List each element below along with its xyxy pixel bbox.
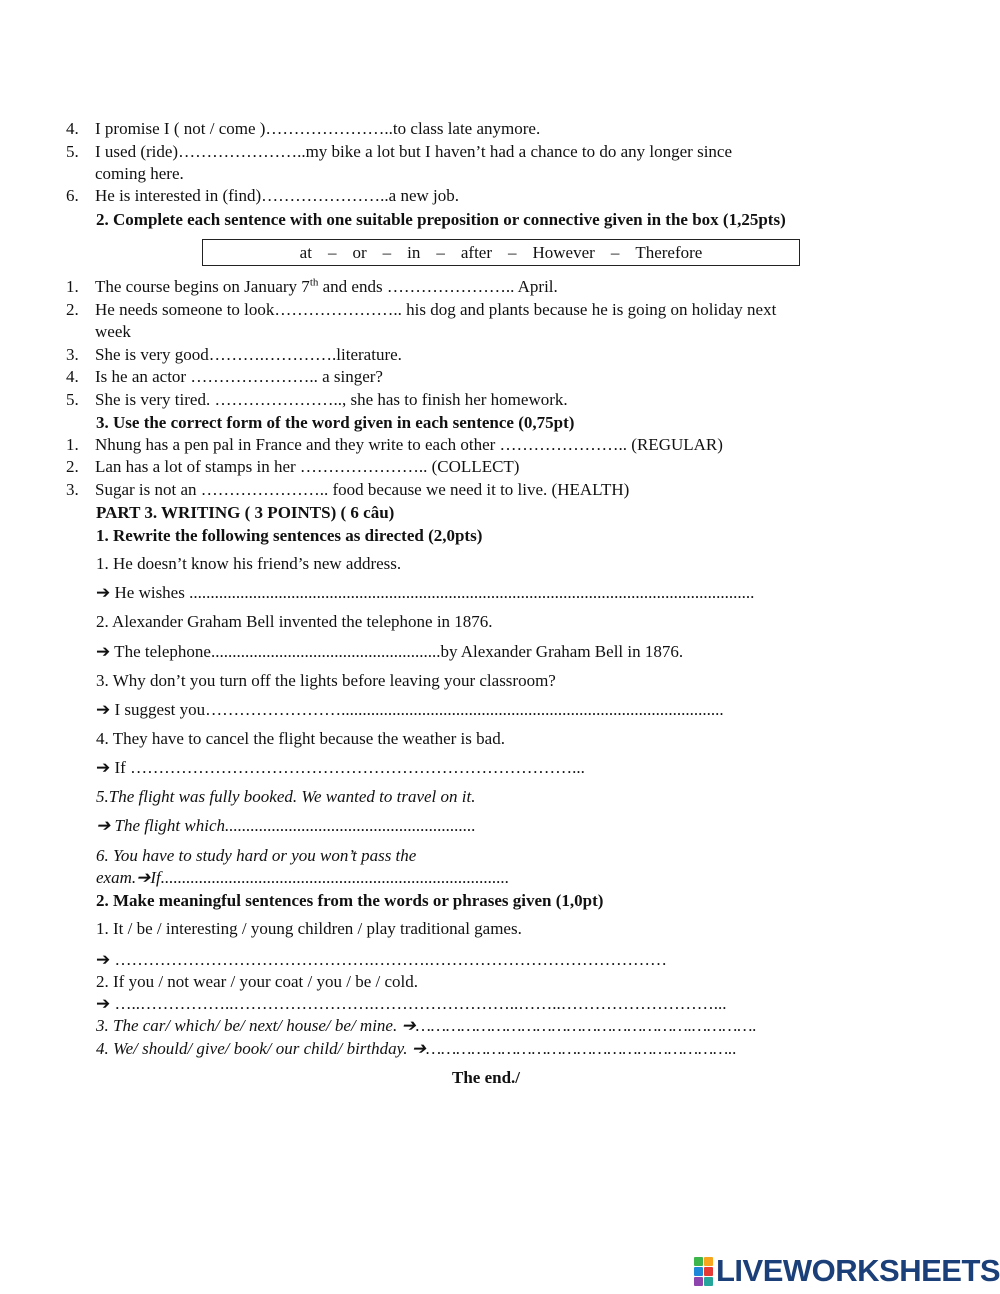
- answer-line: ➔ The flight which...........................................................: [96, 816, 476, 835]
- item-number: 4.: [66, 119, 79, 138]
- exercise-sentence: Lan has a lot of stamps in her ………………….. (COLLECT): [95, 457, 520, 476]
- item-number: 1.: [66, 435, 79, 454]
- exercise-sentence: He is interested in (find)…………………..a new job.: [95, 186, 460, 205]
- liveworksheets-logo: [694, 1253, 1000, 1288]
- exercise-sentence: [95, 276, 558, 298]
- exercise-sentence-continued: coming here.: [95, 164, 184, 183]
- answer-line: exam.➔If..................................................................................: [96, 868, 510, 887]
- logo-tile: [694, 1267, 703, 1276]
- rewrite-question: 1. He doesn’t know his friend’s new address.: [96, 554, 402, 573]
- box-word: at: [299, 243, 312, 262]
- answer-line: ➔ If ……………………………………………………………………...: [96, 758, 585, 777]
- sentence-start: The course begins on January 7: [95, 277, 310, 296]
- section-heading: 2. Complete each sentence with one suitable preposition or connective given in the box (1,25pts): [96, 210, 786, 229]
- end-text: The end./: [452, 1068, 521, 1087]
- sentence-end: and ends ………………….. April.: [318, 277, 558, 296]
- logo-tile: [694, 1257, 703, 1266]
- box-separator: –: [610, 243, 620, 262]
- box-separator: –: [508, 243, 517, 262]
- part-heading: PART 3. WRITING ( 3 POINTS) ( 6 câu): [96, 503, 395, 522]
- exercise-sentence: I used (ride)…………………..my bike a lot but I haven’t had a chance to do any longer since: [95, 142, 733, 161]
- meaningful-prompt: 3. The car/ which/ be/ next/ house/ be/ mine. ➔……………………………………………….………….: [96, 1016, 757, 1035]
- box-separator: –: [436, 243, 445, 262]
- item-number: 1.: [66, 277, 79, 296]
- exercise-sentence: He needs someone to look………………….. his dog and plants because he is going on holiday next: [95, 300, 777, 319]
- box-word: However: [532, 243, 595, 262]
- logo-tile: [704, 1257, 713, 1266]
- answer-line: ➔ I suggest you……………………..........................................................................................: [96, 700, 724, 719]
- box-separator: –: [382, 243, 392, 262]
- item-number: 5.: [66, 390, 79, 409]
- box-word: Therefore: [635, 243, 703, 262]
- exercise-sentence: Nhung has a pen pal in France and they write to each other ………………….. (REGULAR): [95, 435, 723, 454]
- meaningful-prompt: 1. It / be / interesting / young children / play traditional games.: [96, 919, 522, 938]
- word-box: [202, 239, 800, 266]
- logo-tile: [704, 1277, 713, 1286]
- item-number: 2.: [66, 457, 79, 476]
- logo-text: LIVEWORKSHEETS: [716, 1253, 1000, 1288]
- item-number: 4.: [66, 367, 79, 386]
- rewrite-question: 3. Why don’t you turn off the lights before leaving your classroom?: [96, 671, 556, 690]
- logo-tile: [704, 1267, 713, 1276]
- rewrite-question: 6. You have to study hard or you won’t pass the: [96, 846, 417, 865]
- answer-line: ➔ The telephone......................................................by Alexander Graham Bell in 1876.: [96, 642, 684, 661]
- section-heading: 1. Rewrite the following sentences as directed (2,0pts): [96, 526, 483, 545]
- logo-tile: [694, 1277, 703, 1286]
- rewrite-question: 5.The flight was fully booked. We wanted to travel on it.: [96, 787, 476, 806]
- item-number: 5.: [66, 142, 79, 161]
- item-number: 3.: [66, 345, 79, 364]
- meaningful-prompt: 2. If you / not wear / your coat / you / be / cold.: [96, 972, 418, 991]
- box-separator: –: [327, 243, 337, 262]
- exercise-sentence: Is he an actor ………………….. a singer?: [95, 367, 383, 386]
- exercise-sentence-continued: week: [95, 322, 131, 341]
- answer-line: ➔ …..……………..…………………….……………………..……..………………………...: [96, 994, 727, 1013]
- box-word: after: [460, 243, 492, 262]
- item-number: 3.: [66, 480, 79, 499]
- exercise-sentence: She is very tired. ………………….., she has to finish her homework.: [95, 390, 568, 409]
- section-heading: 3. Use the correct form of the word given in each sentence (0,75pt): [96, 413, 575, 432]
- ordinal-suffix: th: [309, 276, 319, 289]
- answer-line: ➔ ……………………………………….……….……………………………………: [96, 950, 667, 969]
- logo-tiles-icon: [694, 1257, 713, 1286]
- exercise-sentence: She is very good……….………….literature.: [95, 345, 402, 364]
- item-number: 6.: [66, 186, 79, 205]
- section-heading: 2. Make meaningful sentences from the words or phrases given (1,0pt): [96, 891, 604, 910]
- answer-line: ➔ He wishes .....................................................................................................................................: [96, 583, 755, 602]
- exercise-sentence: Sugar is not an ………………….. food because we need it to live. (HEALTH): [95, 480, 630, 499]
- meaningful-prompt: 4. We/ should/ give/ book/ our child/ birthday. ➔……………………………………………………..: [96, 1039, 737, 1058]
- item-number: 2.: [66, 300, 79, 319]
- box-word: or: [352, 243, 367, 262]
- rewrite-question: 2. Alexander Graham Bell invented the telephone in 1876.: [96, 612, 493, 631]
- rewrite-question: 4. They have to cancel the flight because the weather is bad.: [96, 729, 505, 748]
- exercise-sentence: I promise I ( not / come )…………………..to class late anymore.: [95, 119, 541, 138]
- box-word: in: [407, 243, 421, 262]
